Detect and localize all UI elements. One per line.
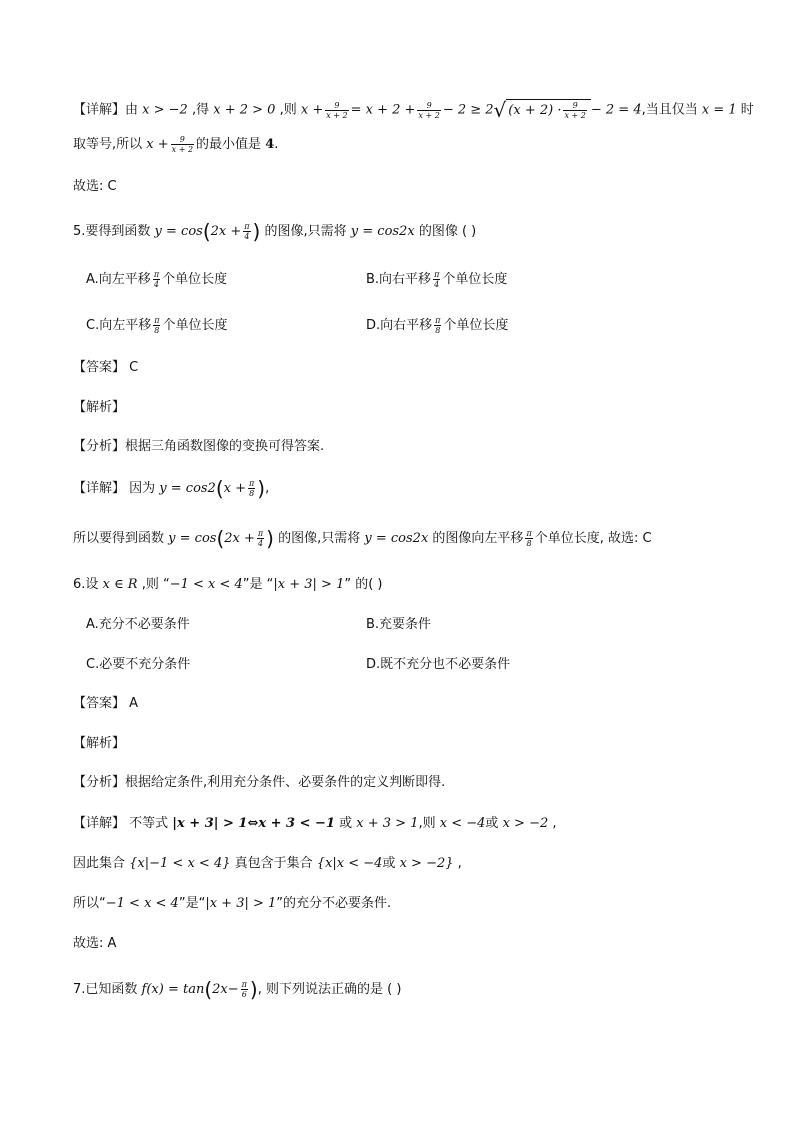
q5-option-c: C.向左平移 $\frac{\pi}{8}$ 个单位长度 bbox=[86, 316, 228, 335]
q6-set-relation: 因此集合 {x|−1 < x < 4} 真包含于集合 {x|x < −4或 x > −2} , bbox=[73, 856, 462, 871]
fraction: $\frac{9}{x + 2}$ bbox=[326, 100, 348, 120]
q6-detail: 【详解】 不等式 |x + 3| > 1⇔x + 3 < −1 或 x + 3 > 1,则 x < −4或 x > −2 , bbox=[73, 816, 557, 831]
q5-conclusion: 所以要得到函数 y = cos(2x + $\frac{\pi}{4}$ ) 的图像,只需将 y = cos2x 的图像向左平移 $\frac{\pi}{8}$ 个单位长度, 故选: C bbox=[73, 526, 652, 551]
solution-4-line-2: 取等号,所以 x + $\frac{9}{x + 2}$ 的最小值是 4. bbox=[73, 135, 279, 154]
q5-option-d: D.向右平移 $\frac{\pi}{8}$ 个单位长度 bbox=[366, 316, 509, 335]
q6-choice: 故选: A bbox=[73, 936, 117, 951]
q5-analysis: 【分析】根据三角函数图像的变换可得答案. bbox=[73, 439, 325, 454]
q6-answer: 【答案】 A bbox=[73, 696, 139, 711]
q5-answer: 【答案】 C bbox=[73, 360, 139, 375]
q5-analysis-label: 【解析】 bbox=[73, 400, 126, 415]
q6-conclusion: 所以“−1 < x < 4”是“|x + 3| > 1”的充分不必要条件. bbox=[73, 896, 392, 911]
fraction: $\frac{9}{x + 2}$ bbox=[171, 135, 194, 154]
question-6-stem: 6.设 x ∈ R ,则 “−1 < x < 4”是 “|x + 3| > 1” 的( ) bbox=[73, 577, 383, 592]
q6-option-b: B.充要条件 bbox=[366, 617, 432, 632]
detail-label: 【详解】由 bbox=[73, 102, 139, 118]
q5-detail: 【详解】 因为 y = cos2(x + $\frac{\pi}{8}$ ), bbox=[73, 476, 270, 501]
q6-option-c: C.必要不充分条件 bbox=[86, 657, 191, 672]
q5-option-b: B.向右平移 $\frac{\pi}{4}$ 个单位长度 bbox=[366, 270, 508, 289]
solution-4-choice: 故选: C bbox=[73, 179, 117, 194]
square-root: √ (x + 2) · $\frac{9}{x + 2}$ bbox=[494, 99, 591, 121]
fraction: $\frac{\pi}{4}$ bbox=[244, 222, 250, 241]
q6-analysis: 【分析】根据给定条件,利用充分条件、必要条件的定义判断即得. bbox=[73, 775, 446, 790]
question-7-stem: 7.已知函数 f(x) = tan(2x− $\frac{\pi}{6}$ ), 则下列说法正确的是 ( ) bbox=[73, 977, 402, 1002]
q6-analysis-label: 【解析】 bbox=[73, 736, 126, 751]
question-5-stem: 5.要得到函数 y = cos(2x + $\frac{\pi}{4}$ ) 的图像,只需将 y = cos2x 的图像 ( ) bbox=[73, 219, 477, 244]
fraction: $\frac{9}{x + 2}$ bbox=[418, 100, 440, 120]
q6-option-a: A.充分不必要条件 bbox=[86, 617, 190, 632]
q5-option-a: A.向左平移 $\frac{\pi}{4}$ 个单位长度 bbox=[86, 270, 228, 289]
q6-option-d: D.既不充分也不必要条件 bbox=[366, 657, 511, 672]
solution-4-line-1: 【详解】由 x > −2 ,得 x + 2 > 0 ,则 x + $\frac{9}{x + 2}$ = x + 2 + $\frac{9}{x + 2}$ − 2 ≥ 2√ (x + 2) · $\frac{9}{x + 2}$ − 2 = 4,当且仅当 x = 1 时 bbox=[73, 98, 754, 122]
